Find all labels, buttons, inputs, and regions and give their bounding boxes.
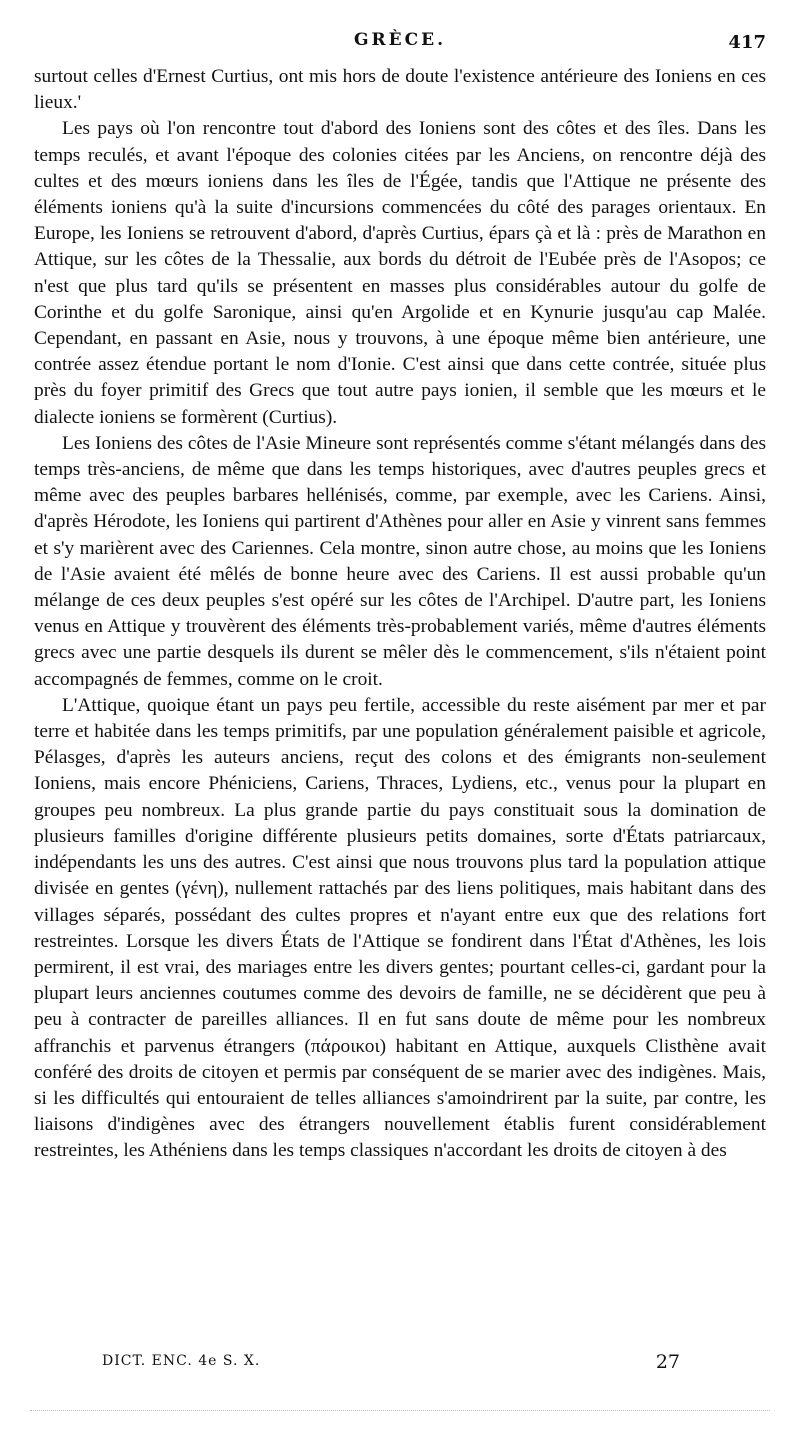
signature-number: 27: [655, 1351, 680, 1373]
paragraph-ioniens-cotes-iles: Les pays où l'on rencontre tout d'abord des Ioniens sont des côtes et des îles. Dans les temps reculés, et avant l'époque des colonies citées par les Anciens, on rencontre déjà des cultes et des mœurs ioniens dans les îles de l'Égée, tandis que l'Attique ne présente des éléments ioniens qu'à la suite d'incursions commencées du côté des parages orientaux. En Europe, les Ioniens se retrouvent d'abord, d'après Curtius, épars çà et là : près de Marathon en Attique, sur les côtes de la Thessalie, aux bords du détroit de l'Eubée près de l'Asopos; ce n'est que plus tard qu'ils se présentent en masses plus considérables autour du golfe de Corinthe et du golfe Saronique, ainsi qu'en Argolide et en Kynurie jusqu'au cap Malée. Cependant, en passant en Asie, nous y trouvons, à une époque même bien antérieure, une contrée assez étendue portant le nom d'Ionie. C'est ainsi que dans cette contrée, située plus près du foyer primitif des Grecs que tout autre pays ionien, il semble que les mœurs et le dialecte ioniens se formèrent (Curtius).: [34, 118, 766, 428]
body-text: [34, 64, 766, 1165]
running-head: GRÈCE.: [353, 30, 446, 50]
paragraph-continuation: surtout celles d'Ernest Curtius, ont mis hors de doute l'existence antérieure des Ioniens en ces lieux.': [34, 66, 766, 114]
page-number: 417: [728, 32, 766, 53]
page-header: [34, 30, 766, 56]
page-footer: [102, 1351, 680, 1375]
paragraph-attique: L'Attique, quoique étant un pays peu fertile, accessible du reste aisément par mer et par terre et habitée dans les temps primitifs, par une population généralement paisible et agricole, Pélasges, d'après les auteurs anciens, reçut des colons et des émigrants non-seulement Ioniens, mais encore Phéniciens, Cariens, Thraces, Lydiens, etc., venus pour la plupart en groupes peu nombreux. La plus grande partie du pays constituait sous la domination de plusieurs familles d'origine différente plusieurs petits domaines, sorte d'États patriarcaux, indépendants les uns des autres. C'est ainsi que nous trouvons plus tard la population attique divisée en gentes (γένη), nullement rattachés par des liens politiques, mais habitant dans des villages séparés, possédant des cultes propres et n'ayant entre eux que des relations fort restreintes. Lorsque les divers États de l'Attique se fondirent dans l'État d'Athènes, les lois permirent, il est vrai, des mariages entre les divers gentes; pourtant celles-ci, gardant pour la plupart leurs anciennes coutumes comme des devoirs de famille, ne se décidèrent que peu à peu à contracter de pareilles alliances. Il en fut sans doute de même pour les nombreux affranchis et parvenus étrangers (πάροικοι) habitant en Attique, auxquels Clisthène avait conféré des droits de citoyen et permis par conséquent de se marier avec des indigènes. Mais, si les difficultés qui entouraient de telles alliances s'amoindrirent par la suite, par contre, les liaisons d'indigènes avec des étrangers nouvellement établis furent considérablement restreintes, les Athéniens dans les temps classiques n'accordant les droits de citoyen à des: [34, 694, 766, 1162]
printer-signature: DICT. ENC. 4e S. X.: [102, 1353, 261, 1369]
paragraph-ioniens-asie-mineure: Les Ioniens des côtes de l'Asie Mineure sont représentés comme s'étant mélangés dans des temps très-anciens, de même que dans les temps historiques, avec d'autres peuples grecs et même avec des peuples barbares hellénisés, comme, par exemple, avec les Cariens. Ainsi, d'après Hérodote, les Ioniens qui partirent d'Athènes pour aller en Asie y vinrent sans femmes et s'y marièrent avec des Cariennes. Cela montre, sinon autre chose, au moins que les Ioniens de l'Asie avaient été mêlés de bonne heure avec des Cariens. Il est aussi probable qu'un mélange de ces deux peuples s'est opéré sur les côtes de l'Archipel. D'autre part, les Ioniens venus en Attique y trouvèrent des éléments très-probablement variés, même d'autres éléments grecs avec une partie desquels ils durent se mêler dès le commencement, s'ils n'étaient point accompagnés de femmes, comme on le croit.: [34, 432, 766, 690]
scan-noise-line: [30, 1410, 770, 1417]
